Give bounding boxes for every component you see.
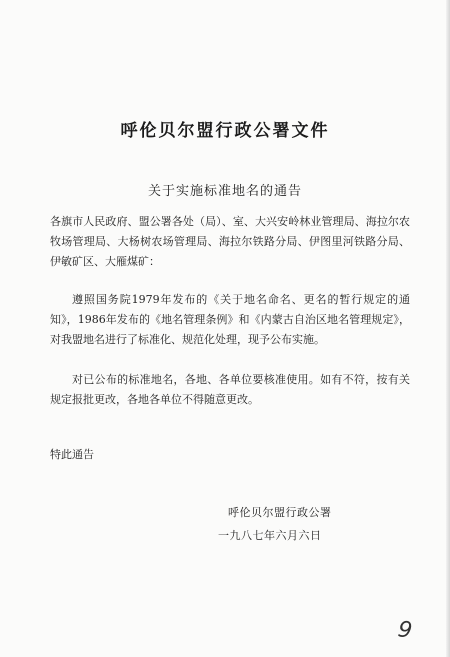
signature-organization: 呼伦贝尔盟行政公署 [228, 506, 332, 519]
handwritten-page-number: 9 [396, 617, 414, 644]
body-paragraph-2: 对已公布的标准地名，各地、各单位要核准使用。如有不符，按有关规定报批更改，各地各单位不得随意更改。 [50, 373, 410, 406]
closing-text: 特此通告 [50, 448, 94, 461]
body-paragraph-1: 遵照国务院1979年发布的《关于地名命名、更名的暂行规定的通知》，1986年发布的《地名管理条例》和《内蒙古自治区地名管理规定》，对我盟地名进行了标准化、规范化处理，现予公布实施。 [50, 293, 410, 346]
addressee-paragraph: 各旗市人民政府、盟公署各处（局）、室、大兴安岭林业管理局、海拉尔农牧场管理局、大杨树农场管理局、海拉尔铁路分局、伊图里河铁路分局、伊敏矿区、大雁煤矿： [50, 215, 410, 268]
document-title: 关于实施标准地名的通告 [147, 184, 302, 199]
document-header-title: 呼伦贝尔盟行政公署文件 [120, 121, 330, 141]
signature-date: 一九八七年六月六日 [218, 529, 322, 542]
page-edge-shadow [446, 0, 450, 657]
